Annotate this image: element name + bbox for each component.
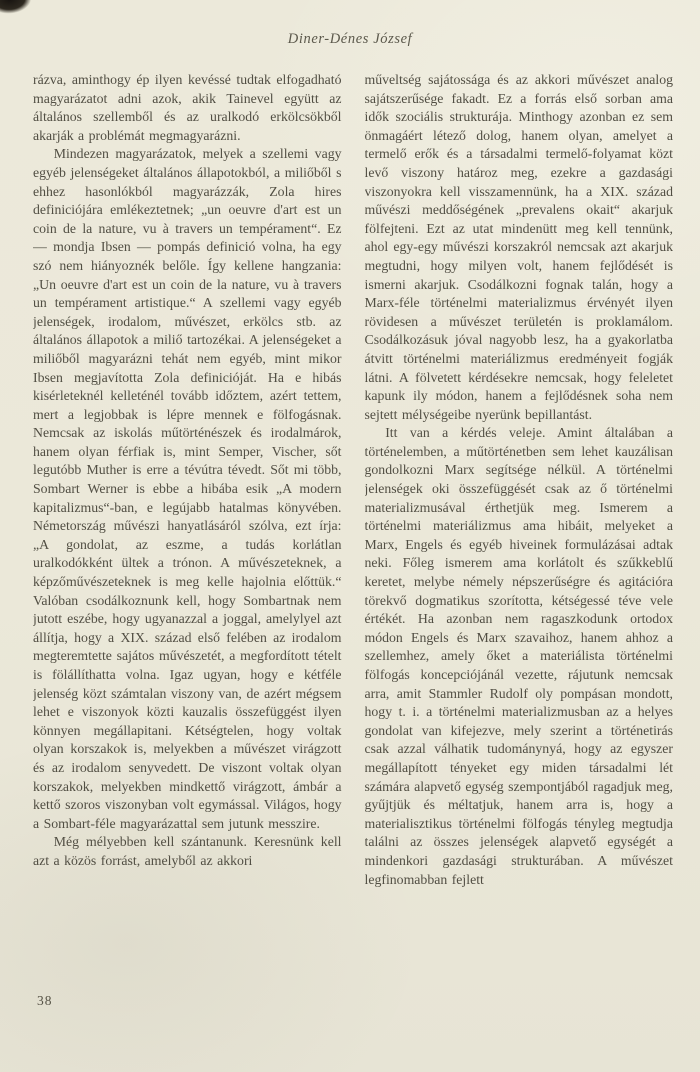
- scan-corner-artifact: [0, 0, 41, 17]
- text-column-right: [365, 71, 674, 995]
- paragraph: Itt van a kérdés veleje. Amint általában a történelemben, a műtörténetben sem lehet kauzálisan gondolkozni Marx segítsége nélkül. A történelmi jelenségek oki összefüggését csak az ő történelmi materializmusával érthetjük meg. Ismerem a történelmi materiálizmus ama hibáit, melyeket a Marx, Engels és egyéb hiveinek formulázásai adtak neki. Főleg ismerem ama korlátolt és szűkkeblű keretet, melybe némely népszerűségre és agitációra törekvő dogmatikus szorította, kétségessé téve vele értékét. Ha azonban nem ragaszkodunk ortodox módon Engels és Marx szavaihoz, hanem ahhoz a szellemhez, amely őket a materiálista történelmi fölfogás koncepciójánál vezette, rájutunk nemcsak arra, amit Stammler Rudolf oly pompásan mondott, hogy t. i. a történelmi materializmusban az a helyes gondolat van kifejezve, mely szerint a történetirás csak azzal válhatik tudománynyá, hogy az egyszer megállapított tényeket egy miden társadalmi lét számára alapvető egység szempontjából ragadjuk meg, gyűjtjük és méltatjuk, hanem arra is, hogy a materialisztikus történelmi fölfogás tényleg megtudja találni az összes jelenségek alapvető egységét a mindenkori gazdasági strukturában. A művészet legfinomabban fejlett: [364, 425, 673, 887]
- paragraph: Még mélyebben kell szántanunk. Keresnünk kell azt a közös forrást, amelyből az akkori: [33, 834, 342, 868]
- text-column-left: [33, 71, 342, 995]
- paragraph: rázva, aminthogy ép ilyen kevéssé tudtak elfogadható magyarázatot adni azok, akik Tainevel együtt az általános szellemből és az uralkodó erkölcsökből akarják a problémát megmagyarázni.: [33, 72, 342, 143]
- paragraph: Mindezen magyarázatok, melyek a szellemi vagy egyéb jelenségeket általános állapotokból, a miliőből s ehhez hasonlókból magyarázzák, Zola hires definiciójára emlékeztetnek; „un oeuvre d'art est un coin de la nature, vu à travers un tempérament“. Ez — mondja Ibsen — pompás definició volna, ha egy szó nem hiányoznék belőle. Így kellene hangzania: „Un oeuvre d'art est un coin de la nature, vu à travers un tempérament artistique.“ A szellemi vagy egyéb jelenségek, irodalom, művészet, erkölcs stb. az általános állapotok a miliő tartozékai. A jelenségeket a miliőből magyarázni tehát nem egyéb, mint mikor Ibsen megjavította Zola definicióját. Ha e hibás kisérleteknél kelleténél tovább időztem, azért tettem, mert a legjobbak is lépre mennek e fölfogásnak. Nemcsak az iskolás műtörténészek és irodalmárok, hanem olyan férfiak is, mint Semper, Vischer, sőt legutóbb Muther is erre a tévútra tévedt. Sőt mi több, Sombart Werner is ebbe a hibába esik „A modern kapitalizmus“-ban, e legújabb hatalmas könyvében. Németország művészi hanyatlásáról szólva, ezt írja: „A gondolat, az eszme, a tudás korlátlan uralkodókként ültek a trónon. A művészeteknek, a képzőművészeteknek is meg kelle hajolnia előttük.“ Valóban csodálkoznunk kell, hogy Sombartnak nem jutott eszébe, hogy ugyanazzal a joggal, amelylyel azt állítja, hogy a XIX. század első felében az irodalom megteremtette sajátos művészetét, a megfordított tételt is fölállíthatta volna. Igaz ugyan, hogy e kétféle jelenség közt számtalan viszony van, de azért mégsem lehet e viszonyok közti kauzalis összefüggést ilyen könnyen megállapitani. Kétségtelen, hogy voltak olyan korszakok is, melyekben a művészet virágzott és az irodalom senyvedett. De viszont voltak olyan korszakok, melyekben mindkettő virágzott, ámbár a kettő szoros viszonyban volt egymással. Világos, hogy a Sombart-féle magyarázattal sem jutunk messzire.: [33, 146, 342, 831]
- page-number: 38: [37, 993, 53, 1008]
- paragraph: műveltség sajátossága és az akkori művészet analog sajátszerűsége fakadt. Ez a forrás első sorban ama idők szociális strukturája. Minthogy azonban ez sem önmagáért létező dolog, hanem olyan, amelyet a termelő erők és a társadalmi termelő-folyamat közt levő viszony határoz meg, ezekre a gazdasági viszonyokra kell visszamennünk, ha a XIX. század művészi meddőségének „prevalens okait“ akarjuk fölfejteni. Ezt az utat mindenütt meg kell tennünk, ahol egy-egy művészi korszakról nemcsak azt akarjuk megtudni, hogy milyen volt, hanem fejlődését is ismerni akarjuk. Csodálkozni fognak talán, hogy a Marx-féle történelmi materializmus érvényét ilyen rövidesen a művészet területén is proklamálom. Csodálkozásuk jóval nagyobb lesz, ha a gyakorlatba átvitt történelmi materiálizmus eredményeit fogják látni. A fölvetett kérdésekre nemcsak, hogy feleletet kapunk ily módon, hanem a fejlődésnek soha nem sejtett mélységeibe nyerünk bepillantást.: [364, 72, 673, 422]
- running-header: Diner-Dénes József: [287, 31, 413, 47]
- text-columns: [33, 71, 673, 995]
